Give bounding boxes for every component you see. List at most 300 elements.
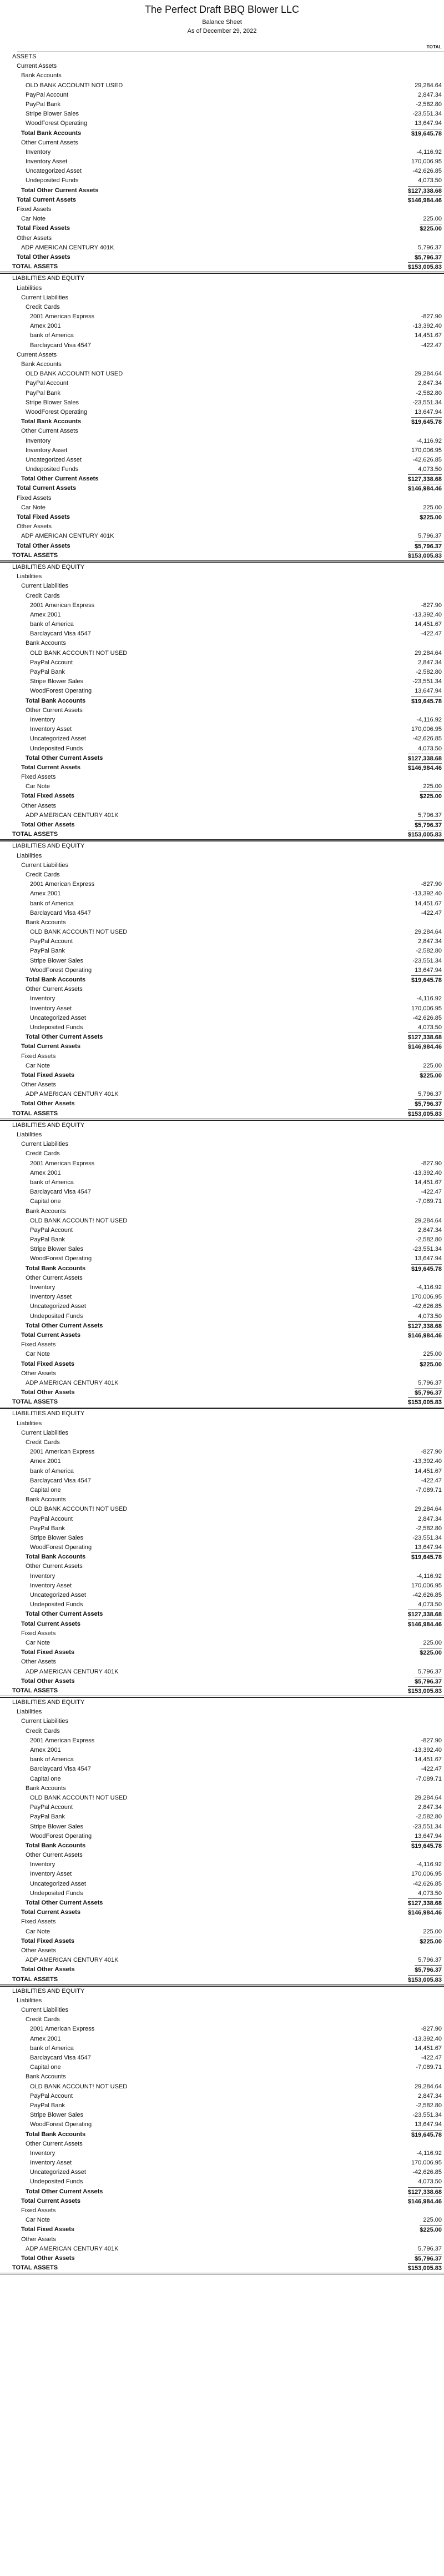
row-label: Total Bank Accounts — [26, 1553, 86, 1561]
report-date: As of December 29, 2022 — [187, 28, 257, 34]
row-amount: $225.00 — [420, 791, 442, 801]
row-label: Amex 2001 — [30, 890, 61, 898]
row-label: Uncategorized Asset — [30, 1014, 86, 1021]
row-label: Other Current Assets — [26, 706, 83, 714]
row-amount: $5,796.37 — [415, 1677, 442, 1687]
account-row — [0, 880, 444, 889]
account-row — [0, 532, 444, 541]
row-label: Liabilities — [17, 1997, 42, 2004]
row-label: Inventory — [30, 1284, 56, 1291]
row-label: OLD BANK ACCOUNT! NOT USED — [30, 649, 128, 656]
row-label: Other Assets — [21, 802, 56, 809]
account-row — [0, 1467, 444, 1476]
account-row — [0, 1004, 444, 1014]
account-row — [0, 341, 444, 350]
row-amount: 225.00 — [423, 504, 442, 511]
row-amount: -13,392.40 — [412, 1169, 442, 1176]
row-label: WoodForest Operating — [30, 1544, 92, 1551]
row-label: Amex 2001 — [30, 1458, 61, 1465]
grand-total-row — [0, 551, 444, 562]
row-amount: 14,451.67 — [415, 2044, 442, 2052]
row-label: PayPal Account — [30, 1804, 73, 1811]
row-amount: 4,073.50 — [418, 1312, 442, 1320]
row-amount: $19,645.78 — [411, 2130, 442, 2140]
account-row — [0, 725, 444, 734]
row-label: PayPal Account — [30, 938, 73, 945]
row-label: Current Assets — [17, 63, 57, 70]
account-row — [0, 629, 444, 639]
row-amount: $19,645.78 — [411, 417, 442, 427]
account-row — [0, 2158, 444, 2168]
row-amount: -2,582.80 — [416, 1813, 442, 1821]
row-label: Current Liabilities — [21, 1141, 68, 1148]
row-amount: -13,392.40 — [412, 323, 442, 330]
subtotal-row — [0, 1042, 444, 1051]
account-row — [0, 668, 444, 677]
account-row — [0, 1880, 444, 1889]
account-row — [0, 677, 444, 686]
section-heading — [0, 293, 444, 303]
row-amount: $5,796.37 — [415, 253, 442, 263]
row-label: Current Liabilities — [21, 294, 68, 301]
row-amount: 29,284.64 — [415, 82, 442, 89]
row-label: PayPal Bank — [30, 948, 65, 955]
row-amount: 4,073.50 — [418, 1024, 442, 1031]
row-label: ADP AMERICAN CENTURY 401K — [26, 1091, 119, 1098]
row-amount: $146,984.46 — [408, 2197, 442, 2207]
row-label: Barclaycard Visa 4547 — [30, 2054, 91, 2061]
row-amount: -42,626.85 — [412, 1592, 442, 1598]
section-heading — [0, 1697, 444, 1707]
row-label: Inventory — [30, 995, 56, 1003]
row-label: LIABILITIES AND EQUITY — [12, 843, 85, 850]
subtotal-row — [0, 1677, 444, 1686]
row-amount: 170,006.95 — [411, 1005, 442, 1012]
row-label: Capital one — [30, 2064, 61, 2071]
row-label: Inventory Asset — [30, 1005, 72, 1012]
section-heading — [0, 1340, 444, 1350]
section-heading — [0, 2072, 444, 2082]
row-amount: 29,284.64 — [415, 1794, 442, 1801]
account-row — [0, 1775, 444, 1784]
section-heading — [0, 1369, 444, 1379]
row-amount: 225.00 — [423, 215, 442, 223]
row-label: WoodForest Operating — [30, 2121, 92, 2128]
account-row — [0, 811, 444, 820]
subtotal-row — [0, 186, 444, 196]
row-amount: 2,847.34 — [418, 380, 442, 387]
subtotal-row — [0, 484, 444, 493]
subtotal-row — [0, 513, 444, 522]
row-label: Total Other Assets — [21, 2254, 75, 2262]
account-row — [0, 937, 444, 946]
row-amount: 29,284.64 — [415, 929, 442, 936]
subtotal-row — [0, 2254, 444, 2263]
row-amount: -2,582.80 — [416, 389, 442, 397]
row-label: bank of America — [30, 621, 74, 628]
row-label: Fixed Assets — [21, 1053, 56, 1060]
row-amount: 29,284.64 — [415, 2083, 442, 2090]
account-row — [0, 1822, 444, 1832]
subtotal-row — [0, 1898, 444, 1908]
row-label: Total Other Current Assets — [26, 754, 103, 761]
row-label: Total Other Current Assets — [26, 1611, 103, 1618]
row-amount: $225.00 — [420, 513, 442, 523]
section-heading — [0, 494, 444, 503]
section-heading — [0, 706, 444, 715]
row-label: Total Other Assets — [21, 1677, 75, 1685]
section-heading — [0, 71, 444, 81]
row-amount: $19,645.78 — [411, 129, 442, 139]
section-heading — [0, 350, 444, 360]
account-row — [0, 243, 444, 253]
subtotal-row — [0, 1620, 444, 1629]
section-heading — [0, 1657, 444, 1667]
row-amount: -23,551.34 — [412, 1534, 442, 1541]
row-amount: $146,984.46 — [408, 196, 442, 206]
row-label: Car Note — [26, 1062, 51, 1069]
row-amount: -827.90 — [421, 602, 442, 609]
row-amount: $153,005.83 — [408, 1975, 442, 1985]
account-row — [0, 2034, 444, 2044]
subtotal-row — [0, 1648, 444, 1657]
subtotal-row — [0, 1841, 444, 1851]
account-row — [0, 1187, 444, 1197]
total-column-label: TOTAL — [426, 44, 442, 49]
section-heading — [0, 1140, 444, 1149]
row-amount: -422.47 — [421, 909, 442, 916]
row-label: Bank Accounts — [26, 640, 66, 647]
row-amount: -23,551.34 — [412, 111, 442, 118]
row-label: LIABILITIES AND EQUITY — [12, 563, 85, 570]
account-row — [0, 2120, 444, 2129]
row-label: Amex 2001 — [30, 323, 61, 330]
account-row — [0, 1061, 444, 1071]
account-row — [0, 2177, 444, 2187]
row-amount: 13,647.94 — [415, 120, 442, 127]
subtotal-row — [0, 1321, 444, 1331]
account-row — [0, 2053, 444, 2063]
row-label: Stripe Blower Sales — [30, 1823, 83, 1830]
row-label: WoodForest Operating — [30, 1832, 92, 1840]
row-label: Total Current Assets — [21, 764, 80, 771]
account-row — [0, 2024, 444, 2034]
account-row — [0, 1505, 444, 1514]
row-amount: $225.00 — [420, 1071, 442, 1081]
row-amount: $127,338.68 — [408, 1898, 442, 1908]
row-label: Undeposited Funds — [30, 2178, 83, 2186]
row-label: Bank Accounts — [21, 361, 62, 368]
subtotal-row — [0, 542, 444, 551]
row-label: Car Note — [26, 2217, 51, 2224]
row-amount: $5,796.37 — [415, 2254, 442, 2264]
row-amount: 225.00 — [423, 1928, 442, 1935]
row-label: OLD BANK ACCOUNT! NOT USED — [30, 929, 128, 936]
row-label: Total Fixed Assets — [21, 1649, 74, 1656]
row-label: Car Note — [26, 1928, 51, 1935]
row-label: Inventory — [26, 437, 51, 444]
row-label: Uncategorized Asset — [30, 735, 86, 743]
row-amount: 14,451.67 — [415, 332, 442, 339]
row-label: Fixed Assets — [21, 1918, 56, 1926]
account-row — [0, 1283, 444, 1292]
row-label: bank of America — [30, 332, 74, 339]
row-label: Car Note — [21, 215, 46, 223]
row-label: Current Liabilities — [21, 1718, 68, 1725]
section-heading — [0, 205, 444, 214]
row-amount: $153,005.83 — [408, 262, 442, 272]
row-label: Fixed Assets — [17, 206, 52, 213]
row-label: Car Note — [21, 504, 46, 511]
subtotal-row — [0, 1388, 444, 1397]
account-row — [0, 1860, 444, 1870]
row-label: PayPal Bank — [30, 1525, 65, 1532]
row-label: Credit Cards — [26, 592, 60, 599]
row-label: WoodForest Operating — [30, 966, 92, 974]
row-amount: 225.00 — [423, 2217, 442, 2224]
row-label: Other Current Assets — [26, 2140, 83, 2147]
account-row — [0, 157, 444, 167]
account-row — [0, 601, 444, 610]
grand-total-row — [0, 2263, 444, 2274]
row-amount: -4,116.92 — [416, 2149, 442, 2157]
section-heading — [0, 841, 444, 851]
account-row — [0, 1533, 444, 1543]
row-amount: -422.47 — [421, 1189, 442, 1196]
row-label: Capital one — [30, 1486, 61, 1494]
row-amount: 5,796.37 — [418, 1668, 442, 1675]
row-label: LIABILITIES AND EQUITY — [12, 1987, 85, 1994]
row-amount: 170,006.95 — [411, 726, 442, 733]
row-label: Other Assets — [17, 523, 52, 530]
row-label: 2001 American Express — [30, 881, 95, 888]
row-label: Stripe Blower Sales — [26, 111, 79, 118]
account-row — [0, 1090, 444, 1099]
row-amount: -827.90 — [421, 1737, 442, 1744]
subtotal-row — [0, 1937, 444, 1946]
row-label: Barclaycard Visa 4547 — [30, 1477, 91, 1484]
account-row — [0, 899, 444, 909]
section-heading — [0, 1629, 444, 1638]
row-amount: -42,626.85 — [412, 168, 442, 175]
row-label: Stripe Blower Sales — [30, 678, 83, 685]
subtotal-row — [0, 2225, 444, 2234]
row-label: Stripe Blower Sales — [30, 1246, 83, 1253]
section-heading — [0, 582, 444, 591]
row-label: Credit Cards — [26, 871, 60, 878]
account-row — [0, 1927, 444, 1937]
row-label: PayPal Bank — [26, 389, 60, 397]
row-label: Total Current Assets — [21, 1909, 80, 1916]
row-label: Stripe Blower Sales — [30, 2112, 83, 2119]
section-heading — [0, 1080, 444, 1090]
account-row — [0, 503, 444, 513]
row-label: Stripe Blower Sales — [30, 957, 83, 964]
row-label: Liabilities — [17, 1708, 42, 1716]
row-label: Other Assets — [21, 1081, 56, 1089]
row-label: WoodForest Operating — [30, 1255, 92, 1262]
section-heading — [0, 861, 444, 870]
account-row — [0, 2216, 444, 2225]
section-heading — [0, 851, 444, 861]
row-label: Other Assets — [21, 1947, 56, 1954]
row-label: WoodForest Operating — [30, 688, 92, 695]
account-row — [0, 1793, 444, 1803]
row-amount: -23,551.34 — [412, 399, 442, 406]
row-label: Barclaycard Visa 4547 — [30, 342, 91, 349]
section-heading — [0, 1130, 444, 1140]
row-label: Undeposited Funds — [30, 1890, 83, 1897]
row-label: Undeposited Funds — [26, 177, 79, 184]
row-label: Other Current Assets — [26, 1852, 83, 1859]
row-label: TOTAL ASSETS — [12, 1687, 58, 1694]
row-amount: -4,116.92 — [416, 716, 442, 723]
row-label: LIABILITIES AND EQUITY — [12, 275, 85, 282]
row-amount: -2,582.80 — [416, 101, 442, 108]
row-label: Inventory Asset — [30, 1582, 72, 1589]
row-amount: $225.00 — [420, 1648, 442, 1658]
subtotal-row — [0, 1071, 444, 1080]
grand-total-row — [0, 830, 444, 841]
row-amount: -2,582.80 — [416, 948, 442, 955]
row-label: Fixed Assets — [21, 774, 56, 781]
account-row — [0, 2244, 444, 2254]
account-row — [0, 2149, 444, 2158]
row-amount: $5,796.37 — [415, 820, 442, 830]
row-amount: 2,847.34 — [418, 1226, 442, 1234]
section-heading — [0, 62, 444, 71]
account-row — [0, 389, 444, 398]
subtotal-row — [0, 975, 444, 985]
account-row — [0, 734, 444, 744]
account-row — [0, 1197, 444, 1206]
account-row — [0, 1292, 444, 1302]
account-row — [0, 1765, 444, 1774]
row-label: Current Assets — [17, 351, 57, 358]
account-row — [0, 2063, 444, 2072]
account-row — [0, 956, 444, 966]
row-amount: $5,796.37 — [415, 1388, 442, 1398]
row-label: TOTAL ASSETS — [12, 1976, 58, 1983]
account-row — [0, 1543, 444, 1552]
section-heading — [0, 2206, 444, 2216]
row-label: Fixed Assets — [21, 2207, 56, 2214]
section-heading — [0, 918, 444, 928]
row-amount: $153,005.83 — [408, 1109, 442, 1119]
account-row — [0, 686, 444, 696]
account-row — [0, 1178, 444, 1187]
subtotal-row — [0, 696, 444, 706]
row-amount: -422.47 — [421, 630, 442, 638]
row-label: Total Current Assets — [21, 1331, 80, 1339]
subtotal-row — [0, 754, 444, 763]
row-label: ADP AMERICAN CENTURY 401K — [26, 1379, 119, 1386]
row-label: Other Assets — [17, 234, 52, 242]
account-row — [0, 715, 444, 725]
section-heading — [0, 1409, 444, 1419]
row-label: bank of America — [30, 1467, 74, 1475]
row-label: Total Fixed Assets — [21, 2226, 74, 2233]
account-row — [0, 379, 444, 388]
row-amount: 170,006.95 — [411, 1871, 442, 1878]
row-label: ADP AMERICAN CENTURY 401K — [21, 533, 114, 540]
row-amount: $146,984.46 — [408, 763, 442, 773]
row-amount: 14,451.67 — [415, 621, 442, 628]
row-label: Inventory Asset — [30, 1294, 72, 1301]
row-label: PayPal Account — [30, 2092, 73, 2099]
row-label: Total Other Current Assets — [26, 1034, 103, 1041]
row-label: Current Liabilities — [21, 583, 68, 590]
row-amount: 225.00 — [423, 783, 442, 790]
row-label: 2001 American Express — [30, 313, 95, 320]
row-amount: $19,645.78 — [411, 975, 442, 985]
row-label: OLD BANK ACCOUNT! NOT USED — [30, 1794, 128, 1801]
row-label: Total Fixed Assets — [17, 225, 70, 232]
section-heading — [0, 303, 444, 312]
row-label: Credit Cards — [26, 1150, 60, 1157]
section-heading — [0, 562, 444, 572]
account-row — [0, 322, 444, 331]
row-label: Stripe Blower Sales — [30, 1534, 83, 1541]
section-heading — [0, 592, 444, 601]
row-label: 2001 American Express — [30, 2026, 95, 2033]
row-amount: 225.00 — [423, 1062, 442, 1069]
row-label: Inventory — [26, 148, 51, 156]
account-row — [0, 1889, 444, 1898]
row-label: Total Fixed Assets — [17, 514, 70, 520]
section-heading — [0, 1917, 444, 1927]
row-amount: 5,796.37 — [418, 244, 442, 251]
row-amount: -42,626.85 — [412, 1303, 442, 1310]
subtotal-row — [0, 2197, 444, 2206]
row-amount: 14,451.67 — [415, 900, 442, 907]
row-amount: -2,582.80 — [416, 2102, 442, 2109]
row-amount: 225.00 — [423, 1639, 442, 1646]
row-label: Other Current Assets — [21, 428, 78, 435]
row-label: bank of America — [30, 900, 74, 907]
row-amount: 13,647.94 — [415, 408, 442, 415]
row-label: WoodForest Operating — [26, 120, 88, 127]
row-label: OLD BANK ACCOUNT! NOT USED — [30, 1217, 128, 1224]
row-label: TOTAL ASSETS — [12, 263, 58, 270]
section-heading — [0, 773, 444, 782]
row-amount: 13,647.94 — [415, 688, 442, 695]
report-title: Balance Sheet — [202, 19, 242, 26]
account-row — [0, 1447, 444, 1457]
account-row — [0, 946, 444, 956]
row-label: Capital one — [30, 1775, 61, 1782]
grand-total-row — [0, 1109, 444, 1120]
row-amount: $153,005.83 — [408, 2263, 442, 2273]
row-label: Inventory — [30, 1572, 56, 1580]
row-amount: $5,796.37 — [415, 1099, 442, 1109]
row-amount: -23,551.34 — [412, 678, 442, 685]
row-label: Bank Accounts — [26, 2073, 66, 2081]
section-heading — [0, 1996, 444, 2006]
section-heading — [0, 639, 444, 648]
row-amount: 13,647.94 — [415, 1544, 442, 1551]
section-heading — [0, 1986, 444, 1996]
row-label: Amex 2001 — [30, 1169, 61, 1176]
account-row — [0, 658, 444, 668]
grand-total-row — [0, 262, 444, 273]
row-amount: -7,089.71 — [416, 1198, 442, 1205]
subtotal-row — [0, 1099, 444, 1109]
account-row — [0, 1245, 444, 1254]
row-amount: -42,626.85 — [412, 735, 442, 743]
row-label: PayPal Account — [26, 91, 69, 98]
row-amount: -4,116.92 — [416, 1284, 442, 1291]
